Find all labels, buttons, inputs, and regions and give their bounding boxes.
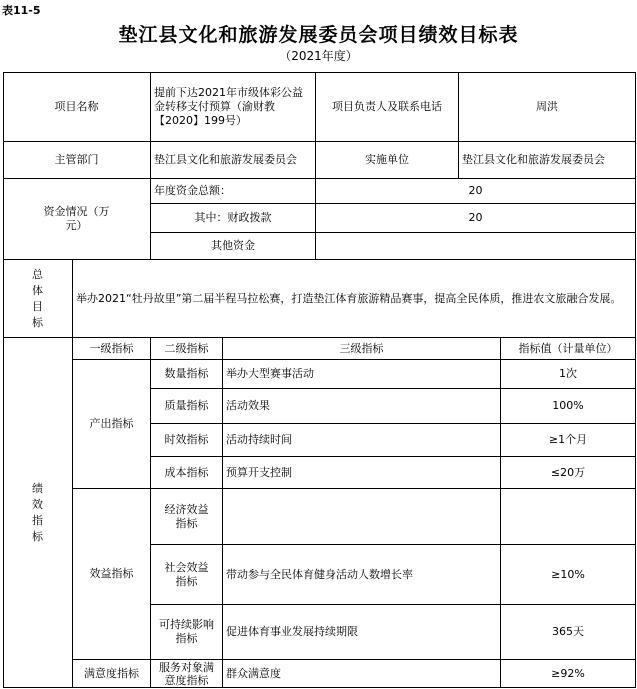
indicator-value: 1次: [501, 360, 636, 389]
perf-label: 绩效指标: [3, 338, 73, 688]
indicator-level3: 促进体育事业发展持续期限: [223, 605, 501, 660]
table-number: 表11-5: [2, 4, 41, 17]
indicator-level3: [223, 489, 501, 545]
fund-total-label: 年度资金总额：: [151, 179, 316, 204]
leader-label: 项目负责人及联系电话: [316, 72, 459, 142]
indicator-value: ≥10%: [501, 545, 636, 605]
header-level2: 二级指标: [151, 338, 223, 360]
fund-fiscal-label: 其中：财政拨款: [151, 204, 316, 233]
goal-label: 总体目标: [3, 260, 73, 338]
indicator-level2: 成本指标: [151, 457, 223, 489]
indicator-level2: 服务对象满意度指标: [151, 660, 223, 688]
indicator-level3: 活动持续时间: [223, 424, 501, 457]
goal-text: 举办2021“牡丹故里”第二届半程马拉松赛，打造垫江体育旅游精品赛事，提高全民体质，推进农文旅融合发展。: [73, 260, 636, 338]
indicator-value: ≥1个月: [501, 424, 636, 457]
performance-table: [3, 72, 636, 688]
project-name-value: 提前下达2021年市级体彩公益金转移支付预算（渝财教【2020】199号）: [151, 72, 316, 142]
indicator-level2: 数量指标: [151, 360, 223, 389]
header-value: 指标值（计量单位）: [501, 338, 636, 360]
fund-total-value: 20: [316, 179, 636, 204]
indicator-value: ≥92%: [501, 660, 636, 688]
fund-other-value: [316, 233, 636, 260]
indicator-value: 100%: [501, 389, 636, 424]
indicator-level2: 社会效益指标: [151, 545, 223, 605]
indicator-value: ≤20万: [501, 457, 636, 489]
leader-value: 周洪: [459, 72, 636, 142]
indicator-level2: 经济效益指标: [151, 489, 223, 545]
indicator-level3: 举办大型赛事活动: [223, 360, 501, 389]
indicator-value: [501, 489, 636, 545]
project-name-label: 项目名称: [3, 72, 151, 142]
indicator-value: 365天: [501, 605, 636, 660]
dept-value: 垫江县文化和旅游发展委员会: [151, 142, 316, 179]
header-level3: 三级指标: [223, 338, 501, 360]
impl-label: 实施单位: [316, 142, 459, 179]
indicator-level2: 可持续影响指标: [151, 605, 223, 660]
indicator-level3: 群众满意度: [223, 660, 501, 688]
indicator-level3: 带动参与全民体育健身活动人数增长率: [223, 545, 501, 605]
level1-benefit: 效益指标: [73, 489, 151, 660]
indicator-level3: 活动效果: [223, 389, 501, 424]
indicator-level2: 质量指标: [151, 389, 223, 424]
dept-label: 主管部门: [3, 142, 151, 179]
indicator-level2: 时效指标: [151, 424, 223, 457]
page-title: 垫江县文化和旅游发展委员会项目绩效目标表: [118, 24, 519, 46]
fund-fiscal-value: 20: [316, 204, 636, 233]
indicator-level3: 预算开支控制: [223, 457, 501, 489]
level1-output: 产出指标: [73, 360, 151, 489]
fund-label: 资金情况（万元）: [3, 179, 151, 260]
header-level1: 一级指标: [73, 338, 151, 360]
level1-satisfaction: 满意度指标: [73, 660, 151, 688]
year-subtitle: （2021年度）: [279, 49, 358, 63]
fund-other-label: 其他资金: [151, 233, 316, 260]
impl-value: 垫江县文化和旅游发展委员会: [459, 142, 636, 179]
